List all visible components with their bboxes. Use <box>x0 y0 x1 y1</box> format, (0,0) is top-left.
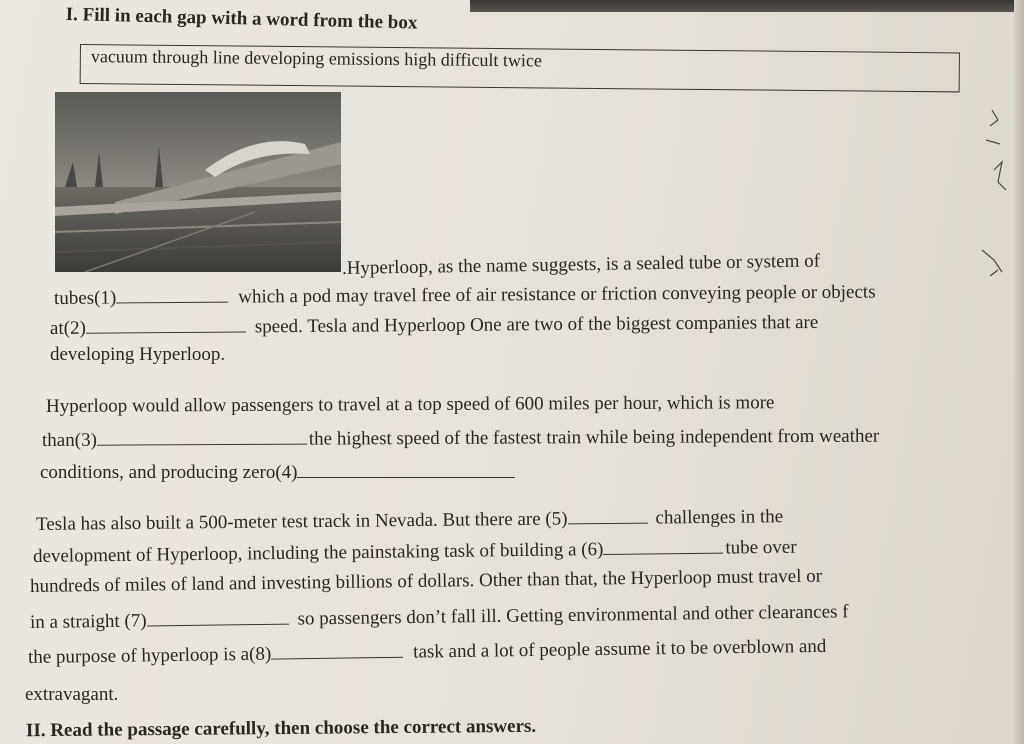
p2-line3 <box>40 460 515 484</box>
p1-line3-text-b: speed. Tesla and Hyperloop One are two of the biggest companies that are <box>254 311 819 338</box>
word-box-text: vacuum through line developing emissions high difficult twice <box>90 46 543 71</box>
p1-line4: developing Hyperloop. <box>50 344 226 365</box>
p3-line2-text-a: development of Hyperloop, including the painstaking task of building a (6) <box>32 539 604 567</box>
p1-line2-text-a: tubes(1) <box>53 287 117 309</box>
p1-line3-text-a: at(2) <box>49 317 86 339</box>
gap-3 <box>97 427 307 446</box>
page-top-shadow <box>470 0 1024 12</box>
p3-line1-text-b: challenges in the <box>655 506 784 529</box>
pen-scribble <box>972 100 1012 300</box>
p3-line5-text-b: task and a lot of people assume it to be overblown and <box>413 635 827 663</box>
gap-2 <box>86 314 246 333</box>
section-title: I. Fill in each gap with a word from the box <box>65 4 418 34</box>
hyperloop-photo <box>55 92 341 272</box>
page-right-edge <box>1014 0 1024 744</box>
next-section-title: II. Read the passage carefully, then choose the correct answers. <box>25 715 537 742</box>
p3-line6: extravagant. <box>25 684 119 705</box>
p2-line3-text-a: conditions, and producing zero(4) <box>40 462 298 483</box>
gap-1 <box>116 285 228 304</box>
p3-line4-text-b: so passengers don’t fall ill. Getting environmental and other clearances f <box>297 601 849 630</box>
gap-7 <box>146 607 288 627</box>
p3-line4-text-a: in a straight (7) <box>29 610 147 633</box>
gap-8 <box>271 640 403 660</box>
p3-line1-text-a: Tesla has also built a 500-meter test track in Nevada. But there are (5) <box>35 508 568 535</box>
gap-4 <box>297 460 515 478</box>
word-box <box>80 44 960 92</box>
p1-line1: .Hyperloop, as the name suggests, is a sealed tube or system of <box>341 250 821 279</box>
p3-line2-text-b: tube over <box>725 536 797 559</box>
p3-line5-text-a: the purpose of hyperloop is a(8) <box>27 643 272 668</box>
p2-line2-text-b: the highest speed of the fastest train while being independent from weather <box>308 425 880 450</box>
gap-6 <box>603 536 723 555</box>
gap-5 <box>567 506 647 525</box>
p2-line2-text-a: than(3) <box>41 429 97 451</box>
p3-line3: hundreds of miles of land and investing billions of dollars. Other than that, the Hyperloop must travel or <box>29 565 823 597</box>
p2-line2 <box>42 424 879 452</box>
p1-line2-text-b: which a pod may travel free of air resistance or friction conveying people or objects <box>238 281 876 308</box>
p2-line1: Hyperloop would allow passengers to travel at a top speed of 600 miles per hour, which is more <box>45 392 775 417</box>
